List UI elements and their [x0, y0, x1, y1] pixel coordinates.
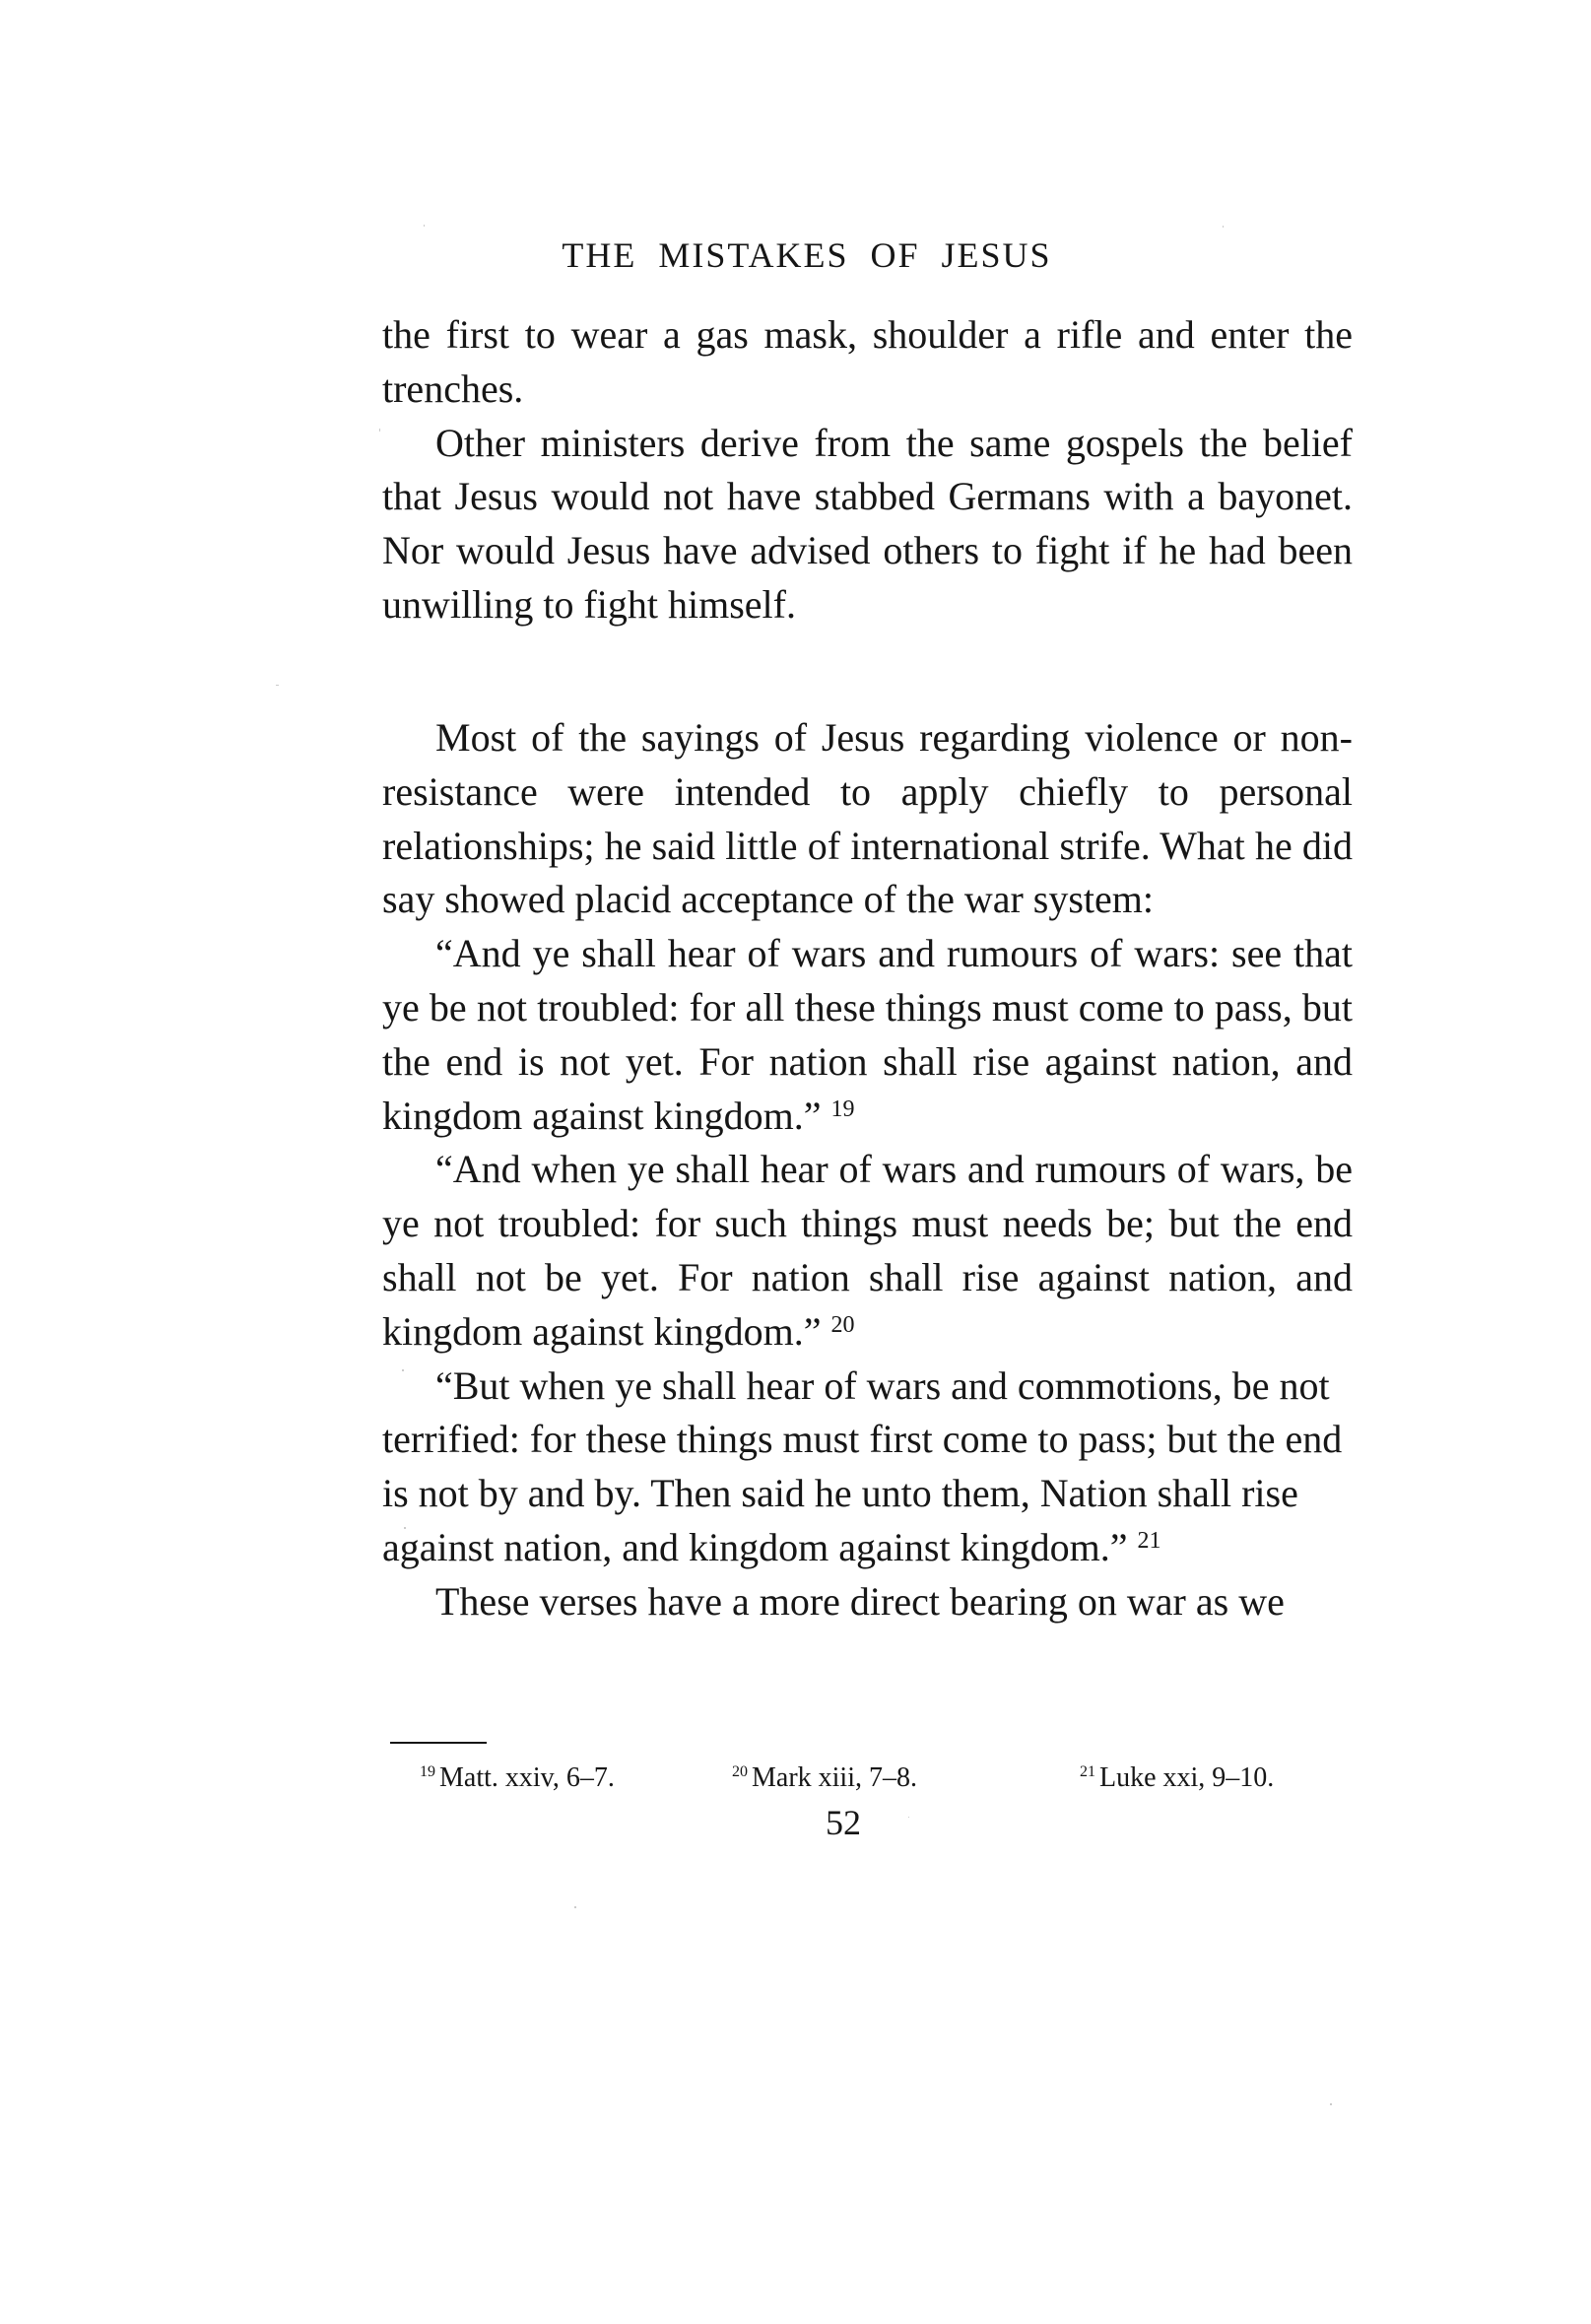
paper-speck	[379, 429, 380, 432]
paragraph: These verses have a more direct bearing on war as we	[435, 1578, 1285, 1624]
paper-speck	[402, 1369, 404, 1371]
paragraph: the first to wear a gas mask, shoulder a rifle and enter the trenches.	[382, 312, 1353, 411]
footnote-reference: 21	[1137, 1527, 1161, 1554]
paper-speck	[424, 225, 425, 227]
paper-speck	[276, 685, 279, 686]
footnote	[732, 1755, 917, 1796]
paper-speck	[1223, 226, 1224, 228]
paper-speck	[574, 1906, 576, 1908]
footnote-text: Matt. xxiv, 6–7.	[439, 1762, 615, 1793]
quotation-text: “And when ye shall hear of wars and rumours of wars, be ye not troubled: for such things must needs be; but the end shall not be yet. For nation shall rise against nation, and kingdom against kingdom.”	[382, 1147, 1353, 1354]
footnote-text: Mark xiii, 7–8.	[752, 1762, 917, 1793]
footnote-number: 19	[420, 1763, 435, 1780]
top-text-block	[382, 308, 1353, 632]
quotation-text: “But when ye shall hear of wars and commotions, be not terrified: for these things must first come to pass; but the end is not by and by. Then said he unto them, Nation shall rise against nation, and kingdom against kingdom.”	[382, 1362, 1343, 1569]
quotation-paragraph	[382, 927, 1353, 1143]
quotation-paragraph	[382, 1360, 1353, 1575]
running-head: THE MISTAKES OF JESUS	[562, 235, 1052, 275]
paragraph: Most of the sayings of Jesus regarding violence or non-resistance were intended to apply chiefly to personal relationships; he said little of international strife. What he did say showed placid acceptance of the war system:	[382, 715, 1353, 922]
main-text-block	[382, 711, 1353, 1629]
footnote-text: Luke xxi, 9–10.	[1099, 1762, 1275, 1793]
footnote	[1080, 1755, 1274, 1796]
footnote-rule	[390, 1742, 487, 1744]
footnote	[420, 1755, 615, 1796]
footnote-number: 21	[1080, 1763, 1095, 1780]
paper-speck	[404, 1527, 406, 1529]
footnote-reference: 19	[830, 1096, 855, 1122]
quotation-paragraph	[382, 1143, 1353, 1359]
paper-speck	[908, 1817, 909, 1818]
footnote-reference: 20	[830, 1311, 855, 1338]
paragraph: Other ministers derive from the same gospels the belief that Jesus would not have stabbed Germans with a bayonet. Nor would Jesus have advised others to fight if he had been unwilling to fight himself.	[382, 420, 1353, 627]
footnote-number: 20	[732, 1763, 748, 1780]
paper-speck	[1330, 2103, 1332, 2105]
page-number: 52	[826, 1803, 861, 1842]
footnotes	[420, 1755, 1356, 1793]
quotation-text: “And ye shall hear of wars and rumours of wars: see that ye be not troubled: for all these things must come to pass, but the end is not yet. For nation shall rise against nation, and kingdom against kingdom.”	[382, 931, 1353, 1138]
